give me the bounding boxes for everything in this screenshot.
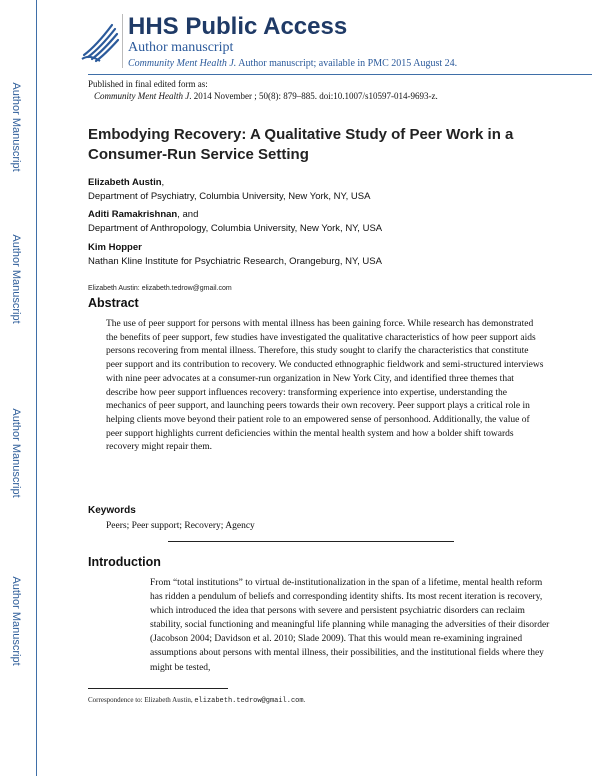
margin-rule: [36, 0, 37, 776]
author-email: Elizabeth Austin: elizabeth.tedrow@gmail.com: [88, 285, 232, 292]
author-block: Kim Hopper Nathan Kline Institute for Psychiatric Research, Orangeburg, NY, USA: [88, 242, 382, 267]
keywords-text: Peers; Peer support; Recovery; Agency: [106, 521, 255, 531]
correspondence-footnote: Correspondence to: Elizabeth Austin, elizabeth.tedrow@gmail.com.: [88, 696, 306, 705]
hhs-public-access-title: HHS Public Access: [128, 13, 348, 40]
paper-title: Embodying Recovery: A Qualitative Study of Peer Work in a Consumer-Run Service Setting: [88, 126, 514, 163]
keywords-rule: [168, 541, 454, 542]
hhs-eagle-logo-icon: [78, 19, 120, 63]
correspondence-email[interactable]: elizabeth.tedrow@gmail.com: [194, 697, 304, 705]
side-label-author-manuscript: Author Manuscript: [10, 408, 22, 498]
author-manuscript-subtitle: Author manuscript: [128, 40, 234, 55]
abstract-heading: Abstract: [88, 296, 139, 310]
introduction-text: From “total institutions” to virtual de-institutionalization in the span of a lifetime, mental health reform has ridden a pendulum of beliefs and corresponding identity shifts. Its most recent iteration is recovery, which introduced the idea that persons with severe and persistent psychiatric disorders can reclaim stability, social functioning and meaningful life planning while managing the adversities of their disorder (Jacobson 2004; Davidson et al. 2010; Slade 2009). That this would mean re-examining ingrained assumptions about persons with mental illness, their possibilities, and the institutional fields where they might be tested,: [150, 578, 550, 673]
published-in: Published in final edited form as: Community Ment Health J. 2014 November ; 50(8): 879–885. doi:10.1007/s10597-014-9693-z.: [88, 79, 438, 101]
header-rule: [88, 74, 592, 75]
side-label-author-manuscript: Author Manuscript: [10, 576, 22, 666]
keywords-heading: Keywords: [88, 505, 136, 516]
side-label-author-manuscript: Author Manuscript: [10, 234, 22, 324]
header-divider: [122, 14, 123, 68]
abstract-text: The use of peer support for persons with mental illness has been gaining force. While research has demonstrated the benefits of peer support, few studies have investigated the qualitative characteristics of how peer support aids persons recovering from mental illness. Therefore, this study sought to clarify the characteristics that constitute peer support and its contribution to recovery. We conducted ethnographic fieldwork and semi-structured interviews with nine peer advocates at a consumer-run organization in New York City, and identified three themes that describe how peer support influences recovery: transforming experience into expertise, understanding the mechanics of peer support, and launching peers towards their own recovery. Peer support plays a critical role in helping clients move beyond their patient role to an empowered sense of personhood. Additionally, the value of peer support highlights current deficiencies within the mental health system and how a bolder shift towards recovery might repair them.: [106, 319, 544, 453]
side-label-author-manuscript: Author Manuscript: [10, 82, 22, 172]
footnote-rule: [88, 688, 228, 689]
author-block: Elizabeth Austin, Department of Psychiatry, Columbia University, New York, NY, USA: [88, 177, 371, 202]
journal-availability: Community Ment Health J. Author manuscript; available in PMC 2015 August 24.: [128, 58, 458, 69]
introduction-heading: Introduction: [88, 555, 161, 569]
author-block: Aditi Ramakrishnan, and Department of Anthropology, Columbia University, New York, NY, USA: [88, 209, 383, 234]
